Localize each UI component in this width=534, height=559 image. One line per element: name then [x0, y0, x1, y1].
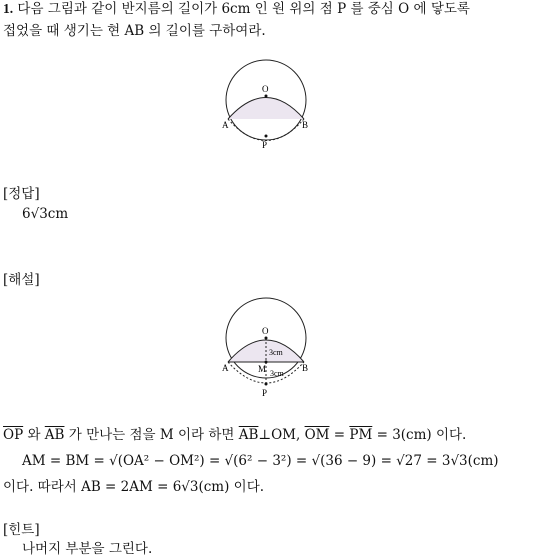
- figure-solution: [218, 292, 318, 398]
- seg-PM: $\overline{PM}$: [349, 427, 373, 443]
- seg-OM: $\overline{OM}$: [304, 427, 330, 443]
- label-P: P: [262, 140, 268, 150]
- label-M: M: [258, 364, 267, 374]
- question-text-1: 다음 그림과 같이 반지름의 길이가 6cm 인 원 위의 점 P 를 중심 O 에 닿도록: [17, 1, 470, 17]
- point-O: [265, 337, 268, 340]
- text-part: ⊥OM,: [258, 427, 305, 443]
- question-number: 1.: [3, 1, 14, 16]
- seg-AB: $\overline{AB}$: [44, 427, 65, 443]
- label-3cm-top: 3cm: [269, 348, 283, 357]
- answer-header: [정답]: [3, 186, 40, 202]
- solution-line-3: 이다. 따라서 AB = 2AM = 6√3(cm) 이다.: [3, 479, 265, 495]
- text-part: 와: [23, 427, 45, 443]
- hint-text: 나머지 부분을 그린다.: [22, 541, 153, 557]
- hint-header: [힌트]: [3, 522, 40, 538]
- text-part: 가 만나는 점을 M 이라 하면: [64, 427, 239, 443]
- seg-OP: $\overline{OP}$: [3, 427, 24, 443]
- point-P: [265, 383, 268, 386]
- solution-line-2: AM = BM = √(OA² − OM²) = √(6² − 3²) = √(36 − 9) = √27 = 3√3(cm): [22, 453, 499, 469]
- question-line-1: [3, 0, 470, 18]
- question-line-2: 접었을 때 생기는 현 AB 의 길이를 구하여라.: [3, 23, 266, 39]
- text-part: =: [329, 427, 350, 443]
- text-part: = 3(cm) 이다.: [372, 427, 467, 443]
- label-A: A: [222, 120, 229, 130]
- answer-value: 6√3cm: [22, 206, 69, 222]
- label-B: B: [302, 120, 309, 130]
- label-B: B: [302, 363, 309, 373]
- label-O: O: [262, 326, 269, 336]
- label-3cm-bottom: 3cm: [270, 369, 284, 378]
- label-P: P: [262, 388, 268, 398]
- label-A: A: [222, 363, 229, 373]
- solution-line-1: [3, 426, 466, 444]
- point-P: [265, 135, 268, 138]
- seg-AB-2: $\overline{AB}$: [238, 427, 259, 443]
- figure-folded-circle: [218, 56, 318, 152]
- point-O: [265, 95, 268, 98]
- label-O: O: [262, 84, 269, 94]
- solution-header: [해설]: [3, 272, 40, 288]
